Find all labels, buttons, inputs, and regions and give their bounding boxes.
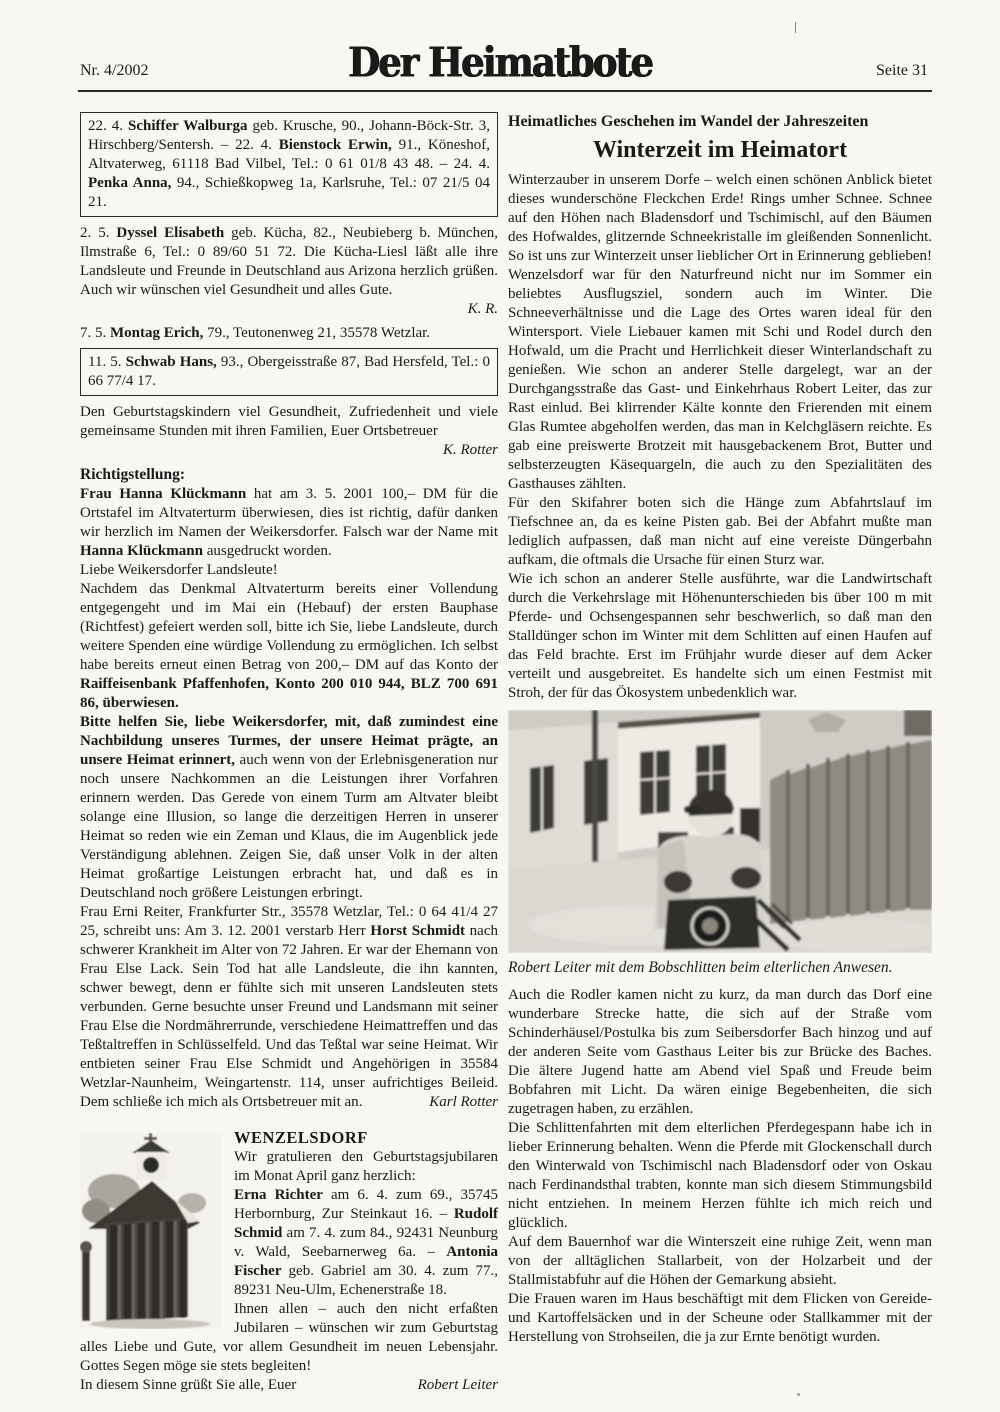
wenzelsdorf-closing: Ihnen allen – auch den nicht erfaßten Jubilaren – wünschen wir zum Geburtstag alles Liebe und Gute, vor allem Gesundheit im neuen Lebensjahr. Gottes Segen möge sie stets begleiten! [80,1301,498,1374]
correction-text: Frau Hanna Klückmann hat am 3. 5. 2001 100,– DM für die Ortstafel im Altvaterturm überwiesen, dies ist richtig, dafür danken wir herzlich im Namen der Weikersdorfer. Falsch war der Name mit Hanna Klückmann ausgedruckt worden. [80,486,498,559]
reiter-obituary: Frau Erni Reiter, Frankfurter Str., 35578 Wetzlar, Tel.: 0 64 41/4 27 25, schreibt uns: Am 3. 12. 2001 verstarb Herr Horst Schmidt nach schwerer Krankheit im Alter von 72 Jahren. Er war der Ehemann von Frau Else Lack. Sein Tod hat alle Landsleute, die ihn kannten, schwer bewegt, denn er fühlte sich mit unseren Landsleuten stets verbunden. Gerne besuchte unser Freund und Landsmann mit seiner Frau Else die Nordmährerrunde, verschiedene Heimattreffen und das Teßtaltreffen in Schlüsselfeld. Und das Teßtal war seine Heimat. Wir entbieten seiner Frau Else Schmidt und Angehörigen in 35584 Wetzlar-Naunheim, Weingartenstr. 114, unser aufrichtiges Beileid. Dem schließe ich mich als Ortsbetreuer mit an. Karl Rotter [80,904,498,1110]
registration-mark [795,22,796,33]
wenzelsdorf-section [80,1127,498,1395]
bobsled-photo [508,710,932,953]
birthday-box-2 [80,348,498,396]
article-paragraph-4: Auch die Rodler kamen nicht zu kurz, da man durch das Dorf eine wunderbare Strecke hatte, die sich auf der Straße vom Schinderhäusel/Postulka bis zum Seibersdorfer Bach hinzog und auf der anderen Seite vom Gasthaus Leiter bis zur Brücke des Baches. Die ältere Jugend hatte am Abend viel Spaß und Freude beim Bobfahren mit Licht. Da wären einige Begebenheiten, die sich zugetragen haben, zu erzählen. [508,987,932,1117]
left-column [80,112,498,1395]
correction-heading: Richtigstellung: [80,466,186,483]
page-number: Seite 31 [876,62,928,79]
chapel-photo [80,1133,222,1329]
birthday-wishes: Den Geburtstagskindern viel Gesundheit, Zufriedenheit und viele gemeinsame Stunden mit ihren Familien, Euer Ortsbetreuer [80,404,498,439]
obituary-dyssel: 2. 5. Dyssel Elisabeth geb. Kücha, 82., Neubieberg b. München, Ilmstraße 6, Tel.: 0 89/60 51 72. Die Kücha-Liesl läßt alle ihre Landsleute und Freunde in Deutschland aus Arizona herzlich grüßen. Auch wir wünschen viel Gesundheit und alles Gute. [80,225,498,298]
article-title: Winterzeit im Heimatort [592,137,848,163]
birthday-entry: 22. 4. Schiffer Walburga geb. Krusche, 90., Johann-Böck-Str. 3, Hirschberg/Sentersh. – 22. 4. Bienstock Erwin, 91., Köneshof, Altvaterweg, 61118 Bad Vilbel, Tel.: 0 61 01/8 43 48. – 24. 4. Penka Anna, 94., Schießkopweg 1a, Karlsruhe, Tel.: 07 21/5 04 21. [88,118,491,210]
denkmal-paragraph: Nachdem das Denkmal Altvaterturm bereits einer Vollendung entgegengeht und im Mai ein (Hebauf) der ersten Bauphase (Richtfest) gefeiert werden soll, bitte ich Sie, liebe Landsleute, durch weitere Spenden eine würdige Vollendung zu ermöglichen. Ich selbst habe bereits erneut einen Betrag von 200,– DM auf das Konto der Raiffeisenbank Pfaffenhofen, Konto 200 010 944, BLZ 700 691 86, überwiesen. [80,581,498,711]
article-paragraph-2: Für den Skifahrer boten sich die Hänge zum Abfahrtslauf im Tiefschnee an, da es keine Pisten gab. Bei der Abfahrt mußte man lediglich aufpassen, daß man nicht auf eine vereiste Düngerbahn aufkam, die oftmals die Ursache für einen Sturz war. [508,495,932,568]
signature-kr: K. R. [467,301,498,317]
article-paragraph-6: Auf dem Bauernhof war die Winterszeit eine ruhige Zeit, wenn man von der alltäglichen Stallarbeit, von der Holzarbeit und der Stallmistabfuhr auf die Höhen der Gemarkung absieht. [508,1234,932,1288]
article-paragraph-7: Die Frauen waren im Haus beschäftigt mit dem Flicken von Gereide- und Kartoffelsäcken und in der Scheune oder Stallkammer mit der Herstellung von Strohseilen, die ja zur Ernte benötigt wurden. [508,1291,932,1345]
wenzelsdorf-final: In diesem Sinne grüßt Sie alle, Euer Robert Leiter [80,1377,498,1393]
header-rule [78,90,932,92]
article-paragraph-1: Winterzauber in unserem Dorfe – welch einen schönen Anblick bietet dieses wunderschöne Fleckchen Erde! Rings umher Schnee. Schnee auf den Höhen nach Bladensdorf und Tschimischl, auf den Bäumen des Hofwaldes, glitzernde Schneekristalle im gleißenden Sonnenlicht. So ist uns zur Winterzeit unser lieblicher Ort in Erinnerung geblieben! Wenzelsdorf war für den Naturfreund nicht nur im Sommer ein beliebtes Ausflugsziel, sondern auch im Winter. Die Schneeverhältnisse und die Lage des Ortes waren ideal für den Wintersport. Viele Liebauer kamen mit Schi und Rodel durch den Hofwald, um die Pracht und Herrlichkeit dieser Winterlandschaft zu genießen. Wie schon an anderer Stelle dargelegt, war an der Durchgangsstraße das Gast- und Einkehrhaus Robert Leiter, das zur Rast einlud. Bei klirrender Kälte konnte den Frierenden mit einem Glas Rumtee abgeholfen werden, das man in Kelchgläsern reichte. Es gab eine preiswerte Brotzeit mit hausgebackenem Brot, Butter und selbsterzeugten Käsequargeln, die auch zu den Spezialitäten des Gasthauses zählten. [508,172,932,492]
signature-karl-rotter: Karl Rotter [429,1094,498,1110]
signature-k-rotter: K. Rotter [443,442,498,458]
masthead-title: Der Heimatbote [348,37,652,87]
birthday-entry: 11. 5. Schwab Hans, 93., Obergeisstraße 87, Bad Hersfeld, Tel.: 0 66 77/4 17. [88,354,490,389]
salutation-line: Liebe Weikersdorfer Landsleute! [80,562,278,578]
birthday-box-1 [80,112,498,217]
photo-caption: Robert Leiter mit dem Bobschlitten beim elterlichen Anwesen. [508,959,893,976]
issue-number: Nr. 4/2002 [80,62,149,79]
wenzelsdorf-intro: Wir gratulieren den Geburtstagsjubilaren im Monat April ganz herzlich: [234,1149,498,1184]
article-paragraph-3: Wie ich schon an anderer Stelle ausführte, war die Landwirtschaft durch die Verkehrslage mit Höhenunterschieden bis über 100 m mit Pferde- und Ochsengespannen sehr beschwerlich, so daß man den Stalldünger schon im Winter mit dem Schlitten auf einen Haufen auf das Feld brachte. Erst im Frühjahr wurde dieser auf dem Acker verteilt und ausgebreitet. Es handelte sich um einen Festmist mit Stroh, der für das Ökosystem unbedenklich war. [508,571,932,701]
section-kicker: Heimatliches Geschehen im Wandel der Jahreszeiten [508,113,869,130]
appeal-paragraph: Bitte helfen Sie, liebe Weikersdorfer, mit, daß zumindest eine Nachbildung unseres Turmes, der unsere Heimat prägte, an unsere Heimat erinnert, auch wenn von der Erlebnisgeneration nur noch unsere Nachkommen an die Leistungen ihrer Vorfahren erinnern werden. Das Gerede von einem Turm am Altvater bleibt solange eine Illusion, so lange die derzeitigen Herren in unserer Heimat so reden wie ein Zeman und Klaus, die im Augenblick jede Verständigung ablehnen. Zeigen Sie, daß unser Volk in der alten Heimat großartige Leistungen erbracht hat, und daß es in Deutschland noch größere Leistungen erbringt. [80,714,498,901]
birthday-montag: 7. 5. Montag Erich, 79., Teutonenweg 21, 35578 Wetzlar. [80,325,431,341]
right-column [508,112,932,1347]
registration-dot [797,1393,800,1396]
signature-robert-leiter: Robert Leiter [417,1377,498,1393]
wenzelsdorf-heading: WENZELSDORF [234,1128,368,1147]
wenzelsdorf-jubilare: Erna Richter am 6. 4. zum 69., 35745 Herbornburg, Zur Steinkaut 16. – Rudolf Schmid am 7. 4. zum 84., 92431 Neunburg v. Wald, Seebarnerweg 6a. – Antonia Fischer geb. Gabriel am 30. 4. zum 77., 89231 Neu-Ulm, Echenerstraße 18. [234,1187,498,1298]
article-paragraph-5: Die Schlittenfahrten mit dem elterlichen Pferdegespann habe ich in lieber Erinnerung behalten. Wenn die Pferde mit Glockenschall durch den Winterwald von Tschimischl nach Bladensdorf oder von Oskau nach Ferdinandsthal trabten, konnte man sich diesem Stimmungsbild nicht entziehen. In meinem Herzen fühlte ich mich reich und glücklich. [508,1120,932,1231]
